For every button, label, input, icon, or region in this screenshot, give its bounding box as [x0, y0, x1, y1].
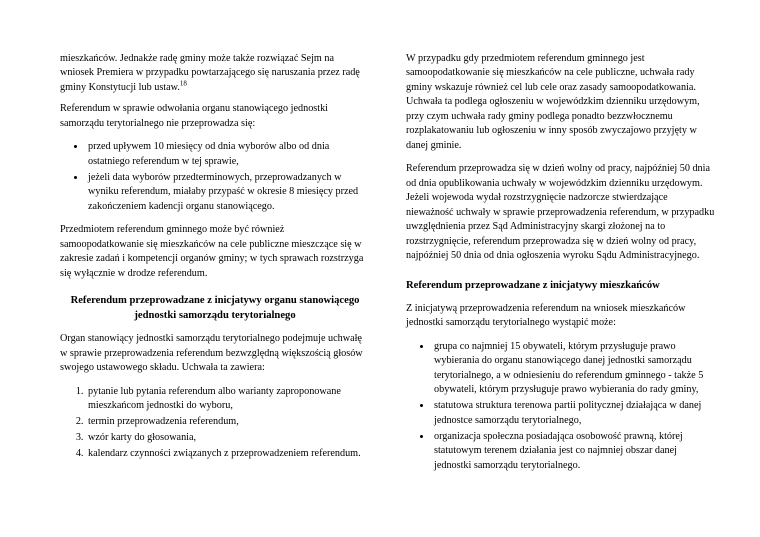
paragraph: Z inicjatywą przeprowadzenia referendum na wniosek mieszkańców jednostki samorządu terytorialnego wystąpić może: [406, 302, 686, 329]
list-item: • grupa co najmniej 15 obywateli, którym przysługuje prawo wybierania do organu stanowiącego danej jednostki samorządu terytorialnego, a w odniesieniu do referendum gminnego - także 5 obywateli, którym przysługuje prawo wybierania do rady gminy, [432, 340, 716, 398]
bulleted-list [60, 140, 370, 214]
list-item: 1. pytanie lub pytania referendum albo warianty zaproponowane mieszkańcom jednostki do wyboru, [86, 385, 370, 414]
list-item: • organizacja społeczna posiadająca osobowość prawną, której statutowym terenem działania jest co najmniej obszar danej jednostki samorządu terytorialnego. [432, 430, 716, 473]
list-item: • statutowa struktura terenowa partii politycznej działająca w danej jednostce samorządu terytorialnego, [432, 399, 716, 428]
list-item: 2. termin przeprowadzenia referendum, [86, 415, 370, 429]
list-item: 4. kalendarz czynności związanych z przeprowadzeniem referendum. [86, 447, 370, 461]
left-column [60, 52, 370, 471]
paragraph: Referendum w sprawie odwołania organu stanowiącego jednostki samorządu terytorialnego nie przeprowadza się: [60, 103, 329, 129]
paragraph: Organ stanowiący jednostki samorządu terytorialnego podejmuje uchwałę w sprawie przeprowadzenia referendum bezwzględną większością głosów swojego ustawowego składu. Uchwała ta zawiera: [60, 333, 363, 374]
numbered-list [60, 385, 370, 462]
list-item: 3. wzór karty do głosowania, [86, 431, 370, 445]
paragraph: Referendum przeprowadza się w dzień wolny od pracy, najpóźniej 50 dnia od dnia opublikowania uchwały w wojewódzkim dzienniku urzędowym. Jeżeli wojewoda wydał rozstrzygnięcie nadzorcze stwierdzające nieważność uchwały w sprawie przeprowadzenia referendum, w przypadku uwzględnienia przez Sąd Administracyjny skargi złożonej na to rozstrzygnięcie, referendum przeprowadza się w dzień wolny od pracy, najpóźniej 50 dnia od dnia ogłoszenia wyroku Sądu Administracyjnego. [406, 163, 715, 262]
paragraph-text: mieszkańców. Jednakże radę gminy może także rozwiązać Sejm na wniosek Premiera w przypadku powtarzającego się naruszania przez radę gminy Konstytucji lub ustaw. [60, 53, 360, 93]
list-item: • jeżeli data wyborów przedterminowych, przeprowadzanych w wyniku referendum, miałaby przypaść w okresie 8 miesięcy przed zakończeniem kadencji organu stanowiącego. [86, 171, 370, 214]
list-item: • przed upływem 10 miesięcy od dnia wyborów albo od dnia ostatniego referendum w tej sprawie, [86, 140, 370, 169]
footnote-marker: 18 [179, 79, 187, 88]
paragraph: W przypadku gdy przedmiotem referendum gminnego jest samoopodatkowanie się mieszkańców na cele publiczne, uchwała rady gminy wskazuje również cel lub cele oraz zasady samoopodatkowania. Uchwała ta podlega ogłoszeniu w wojewódzkim dzienniku urzędowym, przy czym uchwała rady gminy podlega ponadto bezzwłocznemu rozplakatowaniu lub ogłoszeniu w inny sposób zwyczajowo przyjęty w danej gminie. [406, 53, 700, 151]
section-heading: Referendum przeprowadzane z inicjatywy organu stanowiącego jednostki samorządu terytorialnego [70, 295, 360, 322]
two-column-layout [60, 52, 716, 482]
section-heading: Referendum przeprowadzane z inicjatywy mieszkańców [406, 279, 660, 291]
paragraph: Przedmiotem referendum gminnego może być również samoopodatkowanie się mieszkańców na cele publiczne mieszczące się w zakresie zadań i kompetencji organów gminy; w tych sprawach rozstrzyga się wyłącznie w drodze referendum. [60, 224, 364, 279]
right-column [406, 52, 716, 482]
bulleted-list [406, 340, 716, 473]
paragraph [60, 52, 370, 95]
